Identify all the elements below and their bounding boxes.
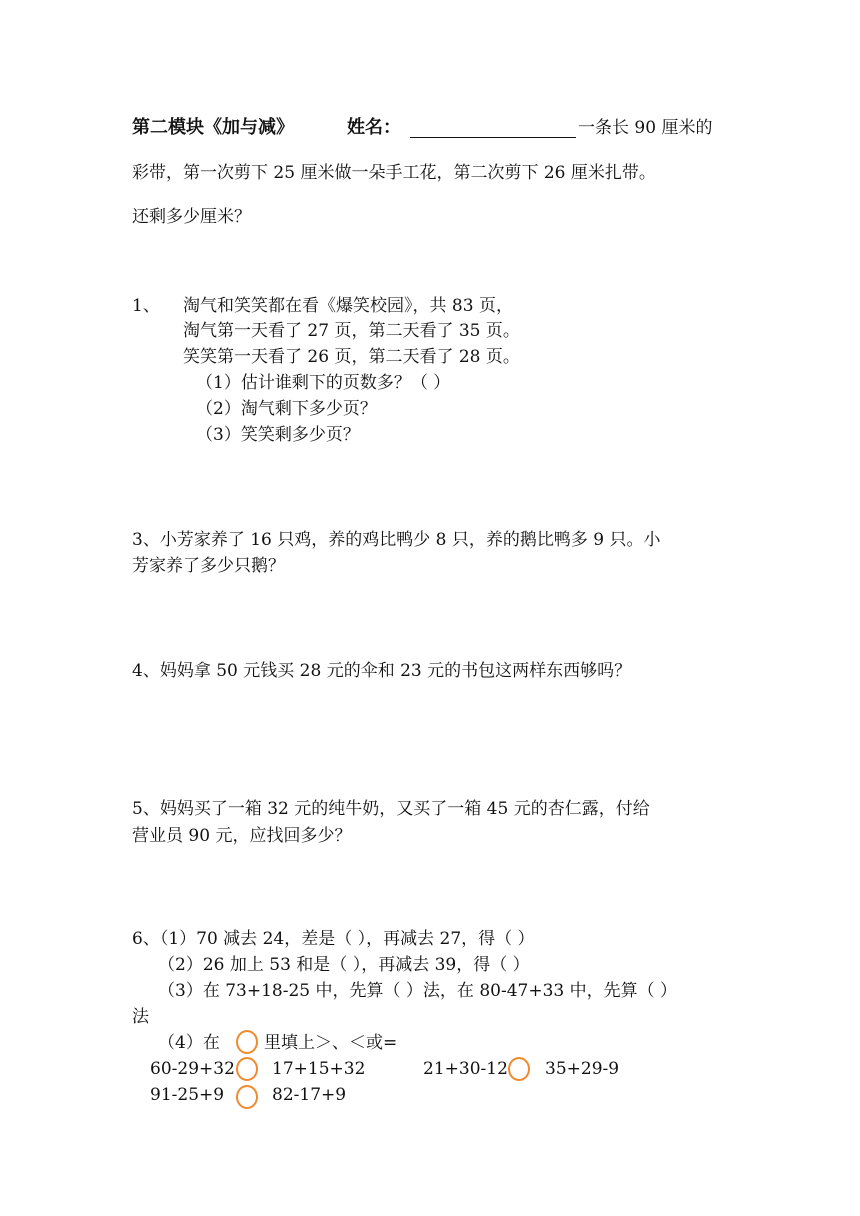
q5-line1: 5、妈妈买了一箱 32 元的纯牛奶，又买了一箱 45 元的杏仁露，付给 <box>132 799 650 819</box>
q1-sub1: （1）估计谁剩下的页数多？（ ） <box>196 373 451 393</box>
compare2-right: 35+29-9 <box>545 1059 620 1079</box>
name-label: 姓名： <box>347 117 401 138</box>
compare1-answer-circle[interactable] <box>236 1057 258 1081</box>
intro-text-tail: 一条长 90 厘米的 <box>578 118 713 138</box>
q1-sub3: （3）笑笑剩多少页？ <box>196 425 360 445</box>
q6-line3: （3）在 73+18-25 中，先算（ ）法，在 80-47+33 中，先算（ ） <box>158 981 678 1001</box>
q6-sub4-prefix: （4）在 <box>158 1033 220 1053</box>
q5-line2: 营业员 90 元，应找回多少？ <box>132 826 352 846</box>
compare3-right: 82-17+9 <box>272 1085 347 1105</box>
compare3-answer-circle[interactable] <box>236 1085 258 1109</box>
q3-line1: 3、小芳家养了 16 只鸡，养的鸡比鸭少 8 只，养的鹅比鸭多 9 只。小 <box>132 530 661 550</box>
q4-line1: 4、妈妈拿 50 元钱买 28 元的伞和 23 元的书包这两样东西够吗？ <box>132 661 632 681</box>
q6-sub4-suffix: 里填上＞、＜或= <box>264 1033 398 1053</box>
compare-circle-example <box>236 1030 258 1054</box>
q1-sub2: （2）淘气剩下多少页？ <box>196 399 377 419</box>
compare3-left: 91-25+9 <box>150 1085 225 1105</box>
compare1-left: 60-29+32 <box>150 1059 235 1079</box>
intro-text-line2: 彩带，第一次剪下 25 厘米做一朵手工花，第二次剪下 26 厘米扎带。 <box>132 163 656 183</box>
q1-line1: 淘气和笑笑都在看《爆笑校园》，共 83 页， <box>183 296 513 316</box>
name-field-line[interactable] <box>410 137 576 138</box>
compare2-left: 21+30-12 <box>423 1059 508 1079</box>
intro-text-line3: 还剩多少厘米？ <box>132 207 251 227</box>
compare2-answer-circle[interactable] <box>508 1057 530 1081</box>
compare1-right: 17+15+32 <box>272 1059 366 1079</box>
q1-number: 1、 <box>132 296 160 316</box>
q1-line3: 笑笑第一天看了 26 页，第二天看了 28 页。 <box>183 347 520 367</box>
q3-line2: 芳家养了多少只鹅？ <box>132 556 285 576</box>
q6-line2: （2）26 加上 53 和是（ ），再减去 39，得（ ） <box>158 955 530 975</box>
q6-line1: 6、（1）70 减去 24，差是（ ），再减去 27，得（ ） <box>132 929 535 949</box>
q6-line4: 法 <box>132 1007 149 1027</box>
q1-line2: 淘气第一天看了 27 页，第二天看了 35 页。 <box>183 321 520 341</box>
page-title: 第二模块《加与减》 <box>132 117 294 138</box>
